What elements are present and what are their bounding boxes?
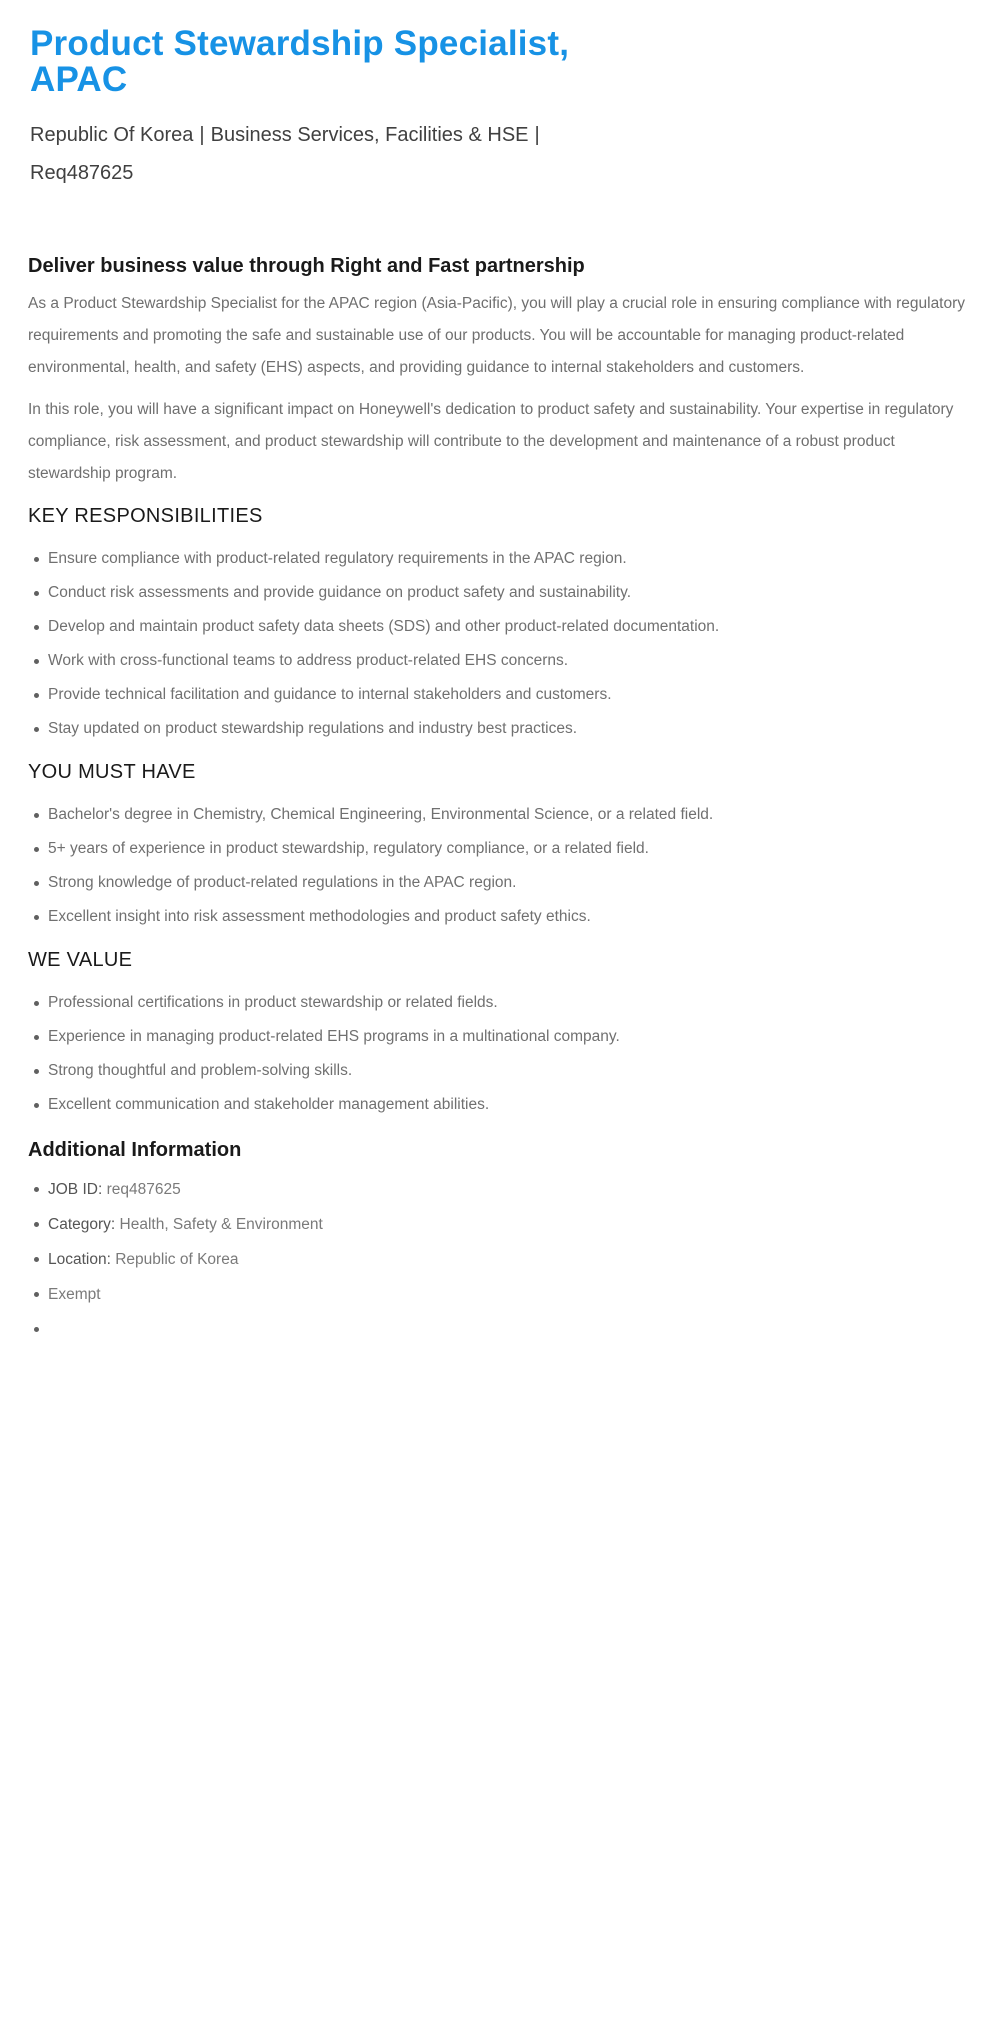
must-have-list (28, 798, 973, 934)
intro-paragraph: As a Product Stewardship Specialist for the APAC region (Asia-Pacific), you will play a crucial role in ensuring compliance with regulatory requirements and promoting the safe and sustainable use of our products. You will be accountable for managing product-related environmental, health, and safety (EHS) aspects, and providing guidance to internal stakeholders and customers. (28, 295, 966, 376)
list-item: Provide technical facilitation and guidance to internal stakeholders and customers. (28, 678, 973, 712)
list-item: Ensure compliance with product-related regulatory requirements in the APAC region. (28, 542, 973, 576)
category-item (28, 1207, 973, 1242)
empty-list-item (28, 1312, 973, 1347)
intro-paragraph: In this role, you will have a significant impact on Honeywell's dedication to product safety and sustainability. Your expertise in regulatory compliance, risk assessment, and product stewardship will contribute to the development and maintenance of a robust product stewardship program. (28, 401, 954, 482)
list-item: Strong knowledge of product-related regulations in the APAC region. (28, 866, 973, 900)
list-item: Bachelor's degree in Chemistry, Chemical Engineering, Environmental Science, or a related field. (28, 798, 973, 832)
responsibilities-heading: KEY RESPONSIBILITIES (28, 505, 263, 527)
exempt-item (28, 1277, 973, 1312)
we-value-list (28, 986, 973, 1122)
list-item: Professional certifications in product stewardship or related fields. (28, 986, 973, 1020)
location-value: Republic of Korea (115, 1251, 239, 1268)
category-value: Health, Safety & Environment (119, 1216, 323, 1233)
additional-info-heading: Additional Information (28, 1139, 242, 1161)
additional-info-list (28, 1172, 973, 1347)
we-value-heading: WE VALUE (28, 949, 133, 971)
job-location: Republic Of Korea (30, 124, 194, 146)
meta-separator: | (199, 124, 205, 146)
responsibilities-list (28, 542, 973, 746)
job-department: Business Services, Facilities & HSE (210, 124, 529, 146)
list-item: Excellent communication and stakeholder management abilities. (28, 1088, 973, 1122)
intro-section (28, 252, 973, 490)
location-label: Location: (48, 1251, 111, 1268)
job-header (30, 26, 650, 192)
job-id-value: req487625 (106, 1181, 181, 1198)
job-description (28, 252, 973, 1347)
list-item: Stay updated on product stewardship regulations and industry best practices. (28, 712, 973, 746)
responsibilities-section (28, 502, 973, 746)
exempt-text: Exempt (48, 1286, 101, 1303)
intro-heading: Deliver business value through Right and Fast partnership (28, 255, 585, 277)
list-item: Experience in managing product-related EHS programs in a multinational company. (28, 1020, 973, 1054)
list-item: Conduct risk assessments and provide guidance on product safety and sustainability. (28, 576, 973, 610)
category-label: Category: (48, 1216, 116, 1233)
list-item: Strong thoughtful and problem-solving skills. (28, 1054, 973, 1088)
must-have-heading: YOU MUST HAVE (28, 761, 196, 783)
job-meta (30, 116, 650, 192)
additional-info-section (28, 1136, 973, 1347)
job-id-item (28, 1172, 973, 1207)
job-id-label: JOB ID: (48, 1181, 103, 1198)
list-item: Excellent insight into risk assessment methodologies and product safety ethics. (28, 900, 973, 934)
list-item: 5+ years of experience in product stewardship, regulatory compliance, or a related field. (28, 832, 973, 866)
location-item (28, 1242, 973, 1277)
job-title: Product Stewardship Specialist, APAC (30, 24, 570, 99)
we-value-section (28, 946, 973, 1122)
list-item: Develop and maintain product safety data sheets (SDS) and other product-related documentation. (28, 610, 973, 644)
meta-separator: | (534, 124, 540, 146)
job-req-id: Req487625 (30, 162, 134, 184)
must-have-section (28, 758, 973, 934)
list-item: Work with cross-functional teams to address product-related EHS concerns. (28, 644, 973, 678)
